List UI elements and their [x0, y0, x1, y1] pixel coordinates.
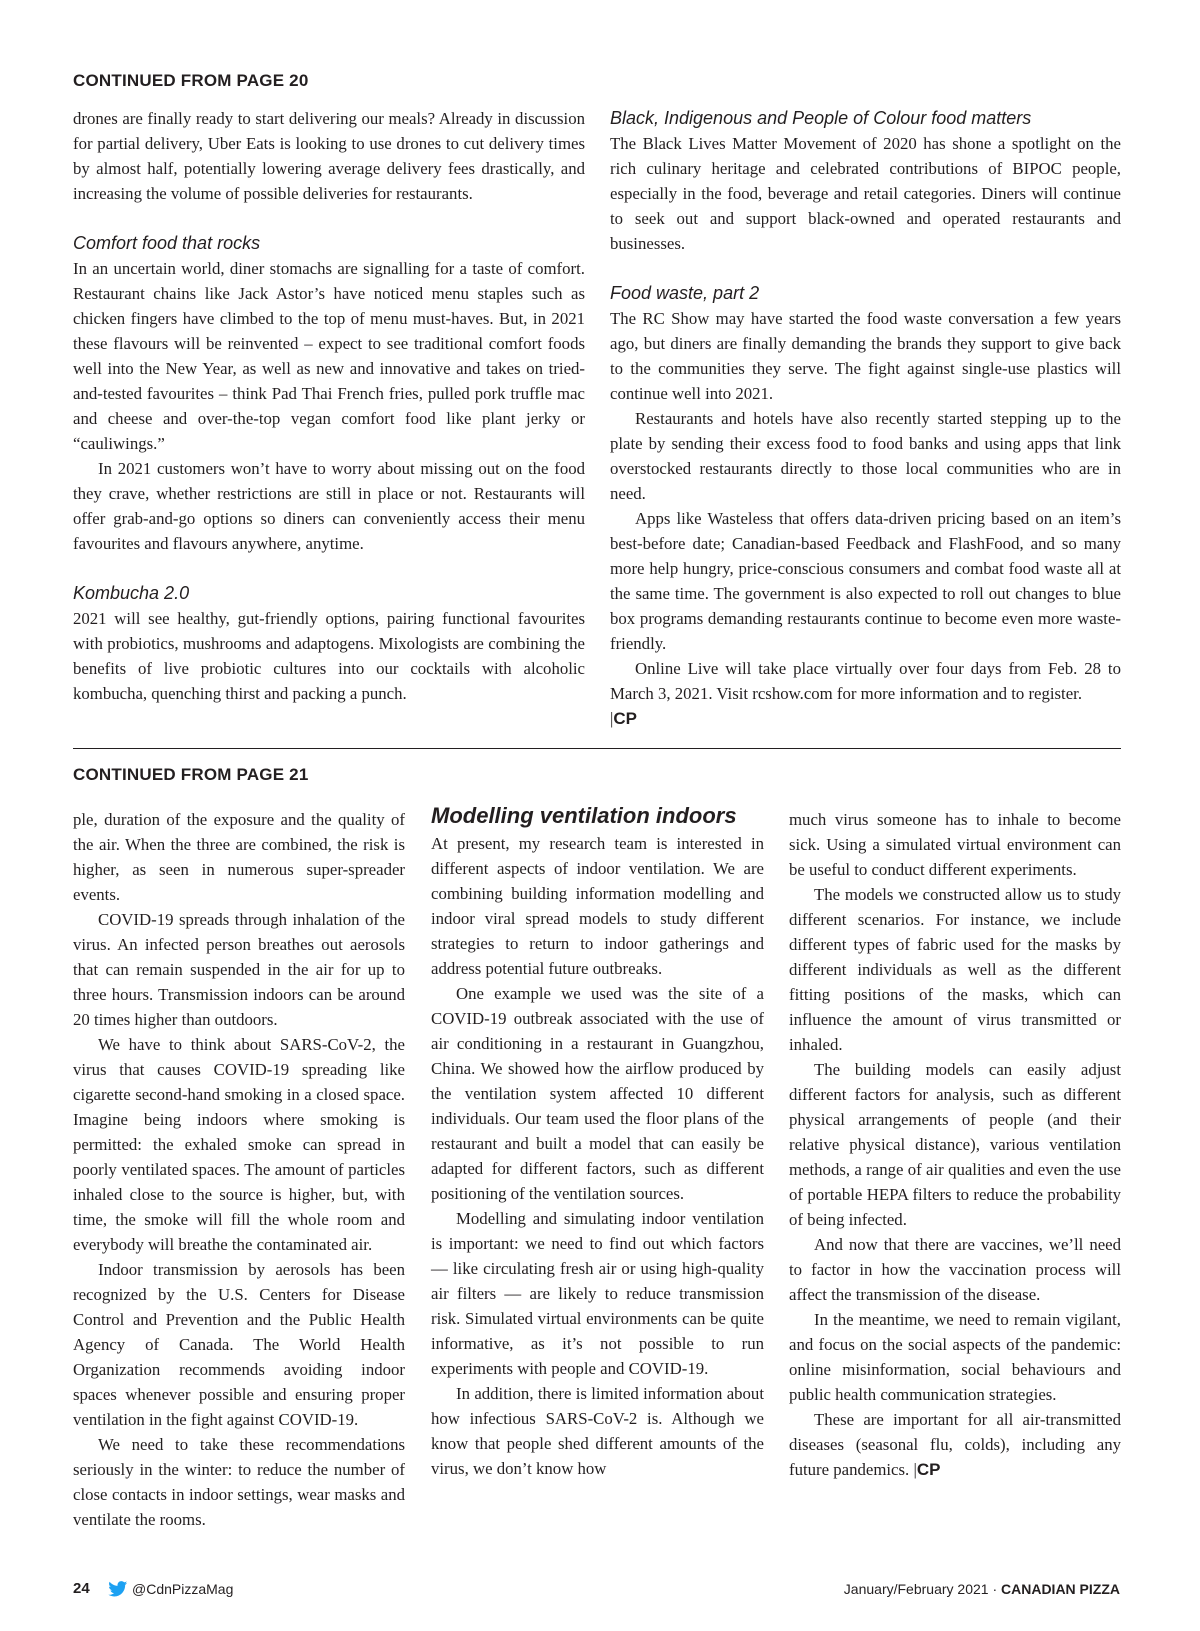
paragraph: The building models can easily adjust different factors for analysis, such as different physical arrangements of people (and their relative physical distance), various ventilation methods, a range of air qualities and even the use of portable HEPA filters to reduce the probability of being infected. — [789, 1060, 1121, 1229]
signoff-bar: | — [913, 1460, 917, 1479]
issue-info — [844, 1581, 1120, 1597]
paragraph: In the meantime, we need to remain vigilant, and focus on the social aspects of the pandemic: online misinformation, social behaviours and public health communication strategies. — [789, 1310, 1121, 1404]
heading-modelling-ventilation: Modelling ventilation indoors — [431, 803, 737, 828]
paragraph: COVID-19 spreads through inhalation of the virus. An infected person breathes out aerosols that can remain suspended in the air for up to three hours. Transmission indoors can be around 20 times higher than outdoors. — [73, 910, 405, 1029]
top-left-column — [73, 106, 585, 706]
subhead-kombucha: Kombucha 2.0 — [73, 583, 190, 603]
issue-date: January/February 2021 · — [843, 1581, 998, 1597]
paragraph: In 2021 customers won’t have to worry about missing out on the food they crave, whether restrictions are still in place or not. Restaurants will offer grab-and-go options so diners can conveniently access their menu favourites and flavours anywhere, anytime. — [73, 459, 585, 553]
paragraph: In addition, there is limited information about how infectious SARS-CoV-2 is. Although we know that people shed different amounts of the virus, we don’t know how — [431, 1384, 764, 1478]
final-text: These are important for all air-transmitted diseases (seasonal flu, colds), including any future pandemics. — [789, 1410, 1121, 1479]
subhead-comfort-food: Comfort food that rocks — [73, 233, 261, 253]
twitter-bird-icon — [108, 1581, 128, 1597]
paragraph: At present, my research team is interested in different aspects of indoor ventilation. We are combining building information modelling and indoor viral spread models to study different strategies to return to indoor gatherings and address potential future outbreaks. — [431, 834, 764, 978]
paragraph: The Black Lives Matter Movement of 2020 has shone a spotlight on the rich culinary heritage and celebrated contributions of BIPOC people, especially in the food, beverage and retail categories. Diners will continue to seek out and support black-owned and operated restaurants and businesses. — [610, 134, 1121, 253]
subhead-food-waste: Food waste, part 2 — [610, 283, 760, 303]
bottom-column-1 — [73, 807, 405, 1532]
paragraph: Indoor transmission by aerosols has been recognized by the U.S. Centers for Disease Control and Prevention and the Public Health Agency of Canada. The World Health Organization recommends avoiding indoor spaces whenever possible and ensuring proper ventilation in the fight against COVID-19. — [73, 1260, 405, 1429]
signoff-bar: | — [610, 709, 614, 728]
paragraph: The models we constructed allow us to study different scenarios. For instance, we include different types of fabric used for the masks by different individuals as well as the different fitting positions of the masks, which can influence the amount of virus transmitted or inhaled. — [789, 885, 1121, 1054]
paragraph: much virus someone has to inhale to become sick. Using a simulated virtual environment can be useful to conduct different experiments. — [789, 810, 1121, 879]
twitter-handle[interactable]: @CdnPizzaMag — [132, 1581, 234, 1597]
cp-signature: CP — [916, 1460, 941, 1479]
signoff — [610, 706, 1121, 731]
paragraph: 2021 will see healthy, gut-friendly options, pairing functional favourites with probiotics, mushrooms and adaptogens. Mixologists are combining the benefits of live probiotic cultures into our cocktails with alcoholic kombucha, quenching thirst and packing a punch. — [73, 609, 585, 703]
page-number: 24 — [73, 1580, 90, 1597]
top-right-column — [610, 106, 1121, 731]
bottom-column-2 — [431, 801, 764, 1481]
continued-from-page-20: CONTINUED FROM PAGE 20 — [73, 71, 309, 90]
paragraph: Restaurants and hotels have also recently started stepping up to the plate by sending their excess food to food banks and using apps that link overstocked restaurants directly to those local communities who are in need. — [610, 409, 1121, 503]
paragraph-final — [789, 1407, 1121, 1482]
paragraph: We have to think about SARS-CoV-2, the virus that causes COVID-19 spreading like cigarette second-hand smoking in a closed space. Imagine being indoors where smoking is permitted: the exhaled smoke can spread in poorly ventilated spaces. The amount of particles inhaled close to the source is higher, but, with time, the smoke will fill the whole room and everybody will breathe the contaminated air. — [73, 1035, 405, 1254]
paragraph: ple, duration of the exposure and the quality of the air. When the three are combined, the risk is higher, as seen in numerous super-spreader events. — [73, 810, 405, 904]
section-divider — [73, 748, 1121, 749]
page-footer — [0, 1580, 1200, 1610]
paragraph: drones are finally ready to start delivering our meals? Already in discussion for partial delivery, Uber Eats is looking to use drones to cut delivery times by almost half, potentially lowering average delivery fees drastically, and increasing the volume of possible deliveries for restaurants. — [73, 109, 585, 203]
paragraph: The RC Show may have started the food waste conversation a few years ago, but diners are finally demanding the brands they support to give back to the communities they serve. The fight against single-use plastics will continue well into 2021. — [610, 309, 1121, 403]
magazine-name: CANADIAN PIZZA — [1001, 1581, 1120, 1597]
paragraph: One example we used was the site of a COVID-19 outbreak associated with the use of air conditioning in a restaurant in Guangzhou, China. We showed how the airflow produced by the ventilation system affected 10 different individuals. Our team used the floor plans of the restaurant and built a model that can easily be adapted for different factors, such as different positioning of the ventilation sources. — [431, 984, 764, 1203]
paragraph: We need to take these recommendations seriously in the winter: to reduce the number of close contacts in indoor settings, wear masks and ventilate the rooms. — [73, 1435, 405, 1529]
subhead-bipoc: Black, Indigenous and People of Colour food matters — [610, 108, 1032, 128]
bottom-column-3 — [789, 807, 1121, 1482]
paragraph: And now that there are vaccines, we’ll need to factor in how the vaccination process will affect the transmission of the disease. — [789, 1235, 1121, 1304]
paragraph: In an uncertain world, diner stomachs are signalling for a taste of comfort. Restaurant chains like Jack Astor’s have noticed menu staples such as chicken fingers have climbed to the top of menu must-haves. But, in 2021 these flavours will be reinvented – expect to see traditional comfort foods well into the New Year, as well as new and innovative and takes on tried-and-tested favourites – think Pad Thai French fries, pulled pork truffle mac and cheese and over-the-top vegan comfort food like plant jerky or “cauliwings.” — [73, 259, 585, 453]
paragraph: Modelling and simulating indoor ventilation is important: we need to find out which factors — like circulating fresh air or using high-quality air filters — are likely to reduce transmission risk. Simulated virtual environments can be quite informative, as it’s not possible to run experiments with people and COVID-19. — [431, 1209, 764, 1378]
continued-from-page-21: CONTINUED FROM PAGE 21 — [73, 765, 309, 784]
paragraph: Online Live will take place virtually over four days from Feb. 28 to March 3, 2021. Visit rcshow.com for more information and to register. — [610, 659, 1121, 703]
paragraph: Apps like Wasteless that offers data-driven pricing based on an item’s best-before date; Canadian-based Feedback and FlashFood, and so many more help hungry, price-conscious consumers and combat food waste all at the same time. The government is also expected to roll out changes to blue box programs demanding restaurants continue to become even more waste-friendly. — [610, 509, 1121, 653]
cp-signature: CP — [613, 709, 637, 728]
